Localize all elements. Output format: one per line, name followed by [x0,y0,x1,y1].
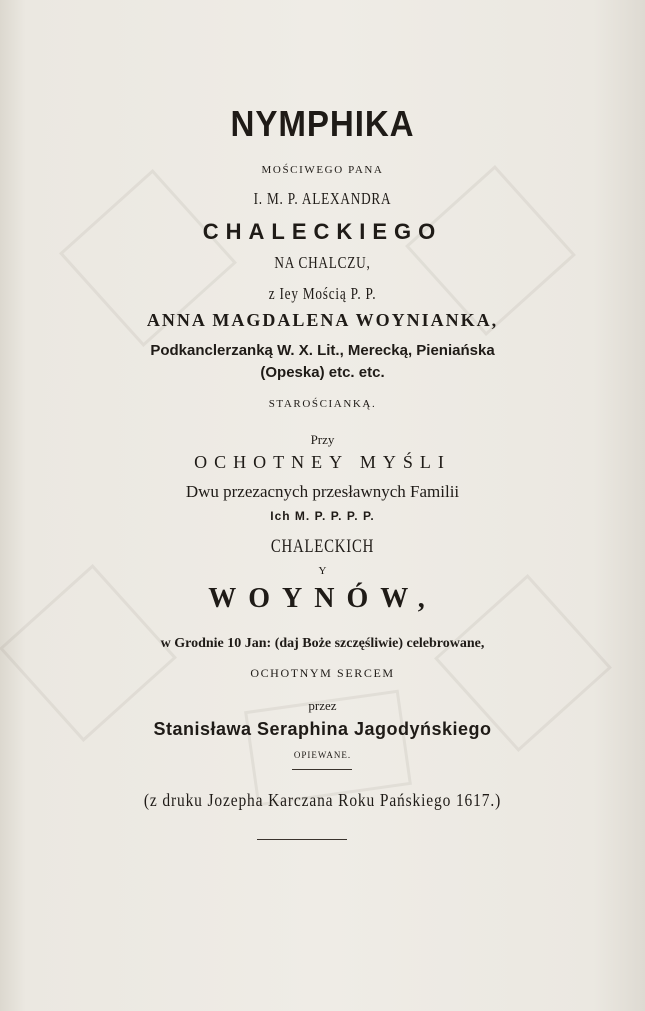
line-bride-titles-cont: (Opeska) etc. etc. [260,364,385,381]
line-author: Stanisława Seraphina Jagodyńskiego [153,719,492,739]
line-place-date: w Grodnie 10 Jan: (daj Boże szczęśliwie) celebrowane, [160,636,485,651]
line-estate: NA CHALCZU, [274,253,371,272]
line-with: z Iey Mością P. P. [268,284,377,303]
line-conjunction: Y [318,565,327,577]
line-honorifics: Ich M. P. P. P. P. [270,509,375,523]
line-chaleccy: CHALECKICH [270,536,375,557]
divider-rule-bottom [257,839,347,840]
divider-rule [292,769,352,770]
line-surname: CHALECKIEGO [202,219,443,244]
line-occasion: OCHOTNEY MYŚLI [194,452,451,472]
page-title: NYMPHIKA [230,103,415,144]
line-heart: OCHOTNYM SERCEM [250,666,395,680]
line-przez: przez [308,698,337,713]
line-families: Dwu przezacnych przesławnych Familii [185,482,460,501]
line-bride-titles: Podkanclerzanką W. X. Lit., Merecką, Pieniańska [150,342,495,359]
line-przy: Przy [310,432,335,447]
line-sung: OPIEWANE. [293,750,352,760]
line-starosta: STAROŚCIANKĄ. [268,398,377,410]
line-bride-name: ANNA MAGDALENA WOYNIANKA, [146,310,499,330]
line-initials: I. M. P. ALEXANDRA [253,189,392,208]
line-woynow: WOYNÓW, [208,583,437,614]
line-imprint: (z druku Jozepha Karczana Roku Pańskiego 1617.) [143,790,502,810]
line-title-honorific: MOŚCIWEGO PANA [261,164,384,176]
